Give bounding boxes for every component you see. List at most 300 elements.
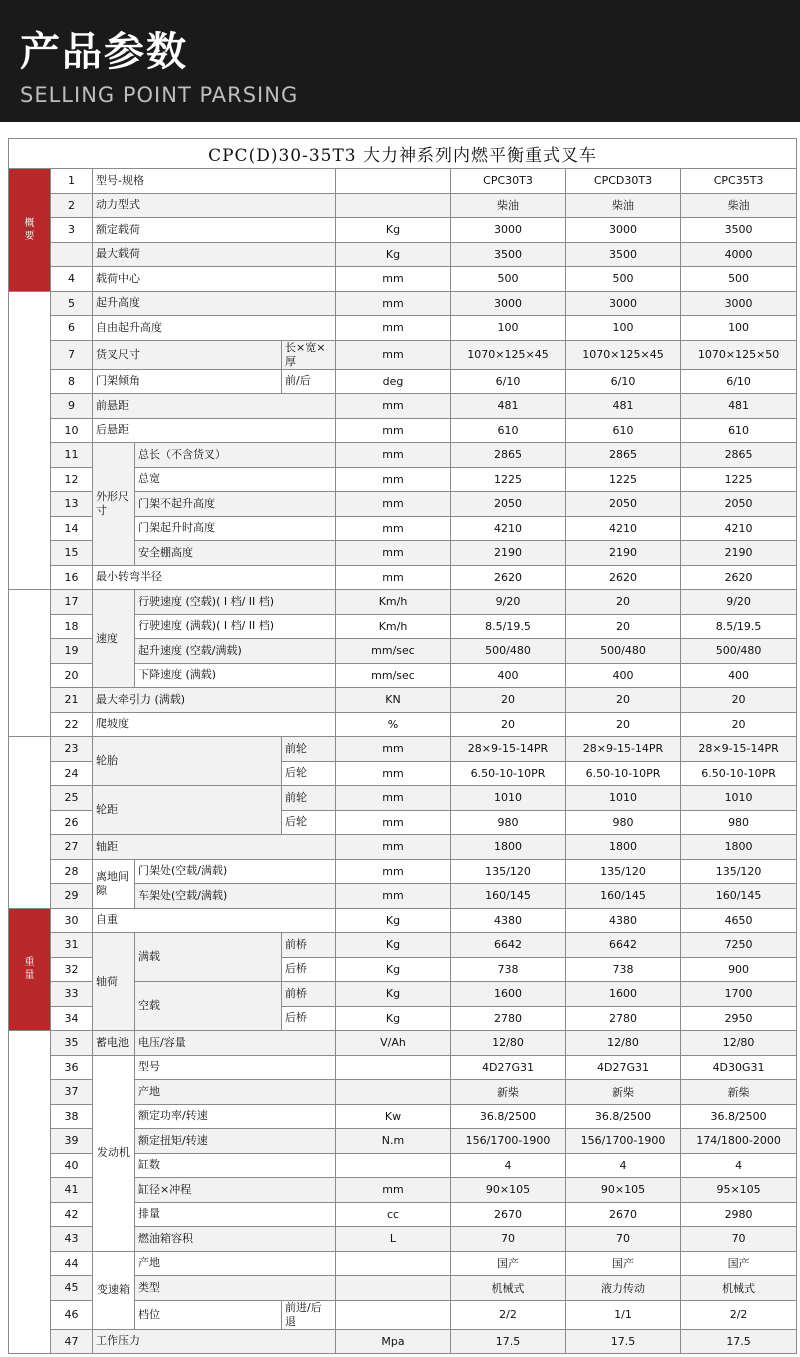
unit-cell: L (336, 1227, 451, 1252)
row-number: 23 (51, 737, 93, 762)
value-cell: 1070×125×45 (451, 340, 566, 369)
value-cell: CPC30T3 (451, 169, 566, 194)
row-number: 14 (51, 516, 93, 541)
row-number: 26 (51, 810, 93, 835)
value-cell: 500 (566, 267, 681, 292)
param-name: 门架不起升高度 (135, 492, 336, 517)
param-name: 爬坡度 (93, 712, 336, 737)
value-cell: 6642 (451, 933, 566, 958)
row-number: 46 (51, 1300, 93, 1329)
param-name: 总长（不含货叉） (135, 443, 336, 468)
value-cell: 12/80 (566, 1031, 681, 1056)
value-cell: 3000 (566, 218, 681, 243)
value-cell: 20 (566, 590, 681, 615)
unit-cell: mm/sec (336, 663, 451, 688)
param-name: 排量 (135, 1202, 336, 1227)
group-label: 蓄电池 (93, 1031, 135, 1056)
unit-cell (336, 1276, 451, 1301)
category-label: 动力与传动 (24, 1160, 35, 1224)
value-cell: 6/10 (681, 369, 797, 394)
unit-cell: mm (336, 737, 451, 762)
param-name: 载荷中心 (93, 267, 336, 292)
value-cell: 机械式 (451, 1276, 566, 1301)
value-cell: 液力传动 (566, 1276, 681, 1301)
row-number: 35 (51, 1031, 93, 1056)
param-name: 车架处(空载/满载) (135, 884, 336, 909)
param-name: 额定功率/转速 (135, 1104, 336, 1129)
value-cell: 160/145 (566, 884, 681, 909)
row-number: 32 (51, 957, 93, 982)
unit-cell: mm (336, 1178, 451, 1203)
unit-cell: Kg (336, 957, 451, 982)
value-cell: 20 (451, 688, 566, 713)
unit-cell: mm (336, 467, 451, 492)
spec-table (8, 138, 797, 1354)
param-name: 最大牵引力 (满载) (93, 688, 336, 713)
param-name: 燃油箱容积 (135, 1227, 336, 1252)
row-number: 17 (51, 590, 93, 615)
unit-cell: mm (336, 291, 451, 316)
value-cell: 1600 (451, 982, 566, 1007)
row-number: 22 (51, 712, 93, 737)
param-sub: 长×宽×厚 (282, 340, 336, 369)
value-cell: 4D27G31 (451, 1055, 566, 1080)
unit-cell (336, 1251, 451, 1276)
value-cell: 6.50-10-10PR (566, 761, 681, 786)
value-cell: 1070×125×45 (566, 340, 681, 369)
param-sub: 后轮 (282, 761, 336, 786)
row-number: 39 (51, 1129, 93, 1154)
value-cell: 20 (681, 688, 797, 713)
row-number: 2 (51, 193, 93, 218)
unit-cell: mm (336, 394, 451, 419)
value-cell: 4 (681, 1153, 797, 1178)
param-sub: 前桥 (282, 933, 336, 958)
unit-cell (336, 169, 451, 194)
row-number: 7 (51, 340, 93, 369)
value-cell: 500/480 (681, 639, 797, 664)
value-cell: 新柴 (681, 1080, 797, 1105)
param-name: 行驶速度 (满载)( I 档/ II 档) (135, 614, 336, 639)
table-row (9, 737, 797, 762)
table-row (9, 565, 797, 590)
row-number: 44 (51, 1251, 93, 1276)
value-cell: 2050 (451, 492, 566, 517)
table-row (9, 590, 797, 615)
value-cell: 9/20 (451, 590, 566, 615)
value-cell: 156/1700-1900 (451, 1129, 566, 1154)
param-name: 门架起升时高度 (135, 516, 336, 541)
param-sub: 前桥 (282, 982, 336, 1007)
group-label: 满载 (135, 933, 282, 982)
row-number: 3 (51, 218, 93, 243)
value-cell: 1225 (451, 467, 566, 492)
table-row (9, 340, 797, 369)
row-number: 33 (51, 982, 93, 1007)
param-name: 起升高度 (93, 291, 336, 316)
param-name: 起升速度 (空载/满载) (135, 639, 336, 664)
table-row (9, 193, 797, 218)
table-row (9, 369, 797, 394)
value-cell: 2780 (451, 1006, 566, 1031)
param-name: 货叉尺寸 (93, 340, 282, 369)
row-number: 40 (51, 1153, 93, 1178)
page-subtitle: SELLING POINT PARSING (20, 83, 299, 107)
value-cell: CPC35T3 (681, 169, 797, 194)
param-sub: 后桥 (282, 957, 336, 982)
row-number: 37 (51, 1080, 93, 1105)
value-cell: 20 (566, 688, 681, 713)
value-cell: 20 (566, 614, 681, 639)
param-name: 额定载荷 (93, 218, 336, 243)
value-cell: 90×105 (566, 1178, 681, 1203)
table-row (9, 242, 797, 267)
param-name: 缸径×冲程 (135, 1178, 336, 1203)
param-name: 行驶速度 (空载)( I 档/ II 档) (135, 590, 336, 615)
value-cell: 90×105 (451, 1178, 566, 1203)
category-cell (9, 737, 51, 909)
value-cell: 柴油 (451, 193, 566, 218)
unit-cell: Kg (336, 982, 451, 1007)
value-cell: 2190 (566, 541, 681, 566)
table-row (9, 835, 797, 860)
value-cell: 610 (681, 418, 797, 443)
row-number: 47 (51, 1329, 93, 1354)
value-cell: 400 (681, 663, 797, 688)
row-number: 42 (51, 1202, 93, 1227)
value-cell: 2950 (681, 1006, 797, 1031)
row-number: 21 (51, 688, 93, 713)
param-name: 类型 (135, 1276, 336, 1301)
param-name: 产地 (135, 1080, 336, 1105)
table-row (9, 291, 797, 316)
row-number: 5 (51, 291, 93, 316)
row-number: 38 (51, 1104, 93, 1129)
value-cell: 6.50-10-10PR (681, 761, 797, 786)
row-number: 24 (51, 761, 93, 786)
unit-cell: mm (336, 859, 451, 884)
unit-cell (336, 1055, 451, 1080)
row-number: 25 (51, 786, 93, 811)
param-name: 安全棚高度 (135, 541, 336, 566)
table-row (9, 786, 797, 811)
param-name: 前悬距 (93, 394, 336, 419)
unit-cell (336, 1300, 451, 1329)
value-cell: 1225 (681, 467, 797, 492)
value-cell: 4D30G31 (681, 1055, 797, 1080)
value-cell: 2190 (681, 541, 797, 566)
param-sub: 后桥 (282, 1006, 336, 1031)
value-cell: 2670 (451, 1202, 566, 1227)
unit-cell: Kg (336, 218, 451, 243)
unit-cell: mm (336, 835, 451, 860)
unit-cell: mm (336, 492, 451, 517)
param-name: 工作压力 (93, 1329, 336, 1354)
row-number: 34 (51, 1006, 93, 1031)
unit-cell: Kg (336, 908, 451, 933)
value-cell: 2050 (566, 492, 681, 517)
value-cell: 1600 (566, 982, 681, 1007)
value-cell: 36.8/2500 (566, 1104, 681, 1129)
unit-cell: mm (336, 340, 451, 369)
header-banner (0, 0, 800, 122)
group-label: 变速箱 (93, 1251, 135, 1329)
unit-cell: mm (336, 786, 451, 811)
param-name: 最小转弯半径 (93, 565, 336, 590)
value-cell: 6.50-10-10PR (451, 761, 566, 786)
value-cell: 3500 (566, 242, 681, 267)
param-name: 门架倾角 (93, 369, 282, 394)
unit-cell: mm (336, 443, 451, 468)
value-cell: 20 (566, 712, 681, 737)
row-number: 11 (51, 443, 93, 468)
table-row (9, 712, 797, 737)
value-cell: 新柴 (566, 1080, 681, 1105)
value-cell: 4380 (451, 908, 566, 933)
group-label: 轮距 (93, 786, 282, 835)
value-cell: 国产 (566, 1251, 681, 1276)
value-cell: 4380 (566, 908, 681, 933)
category-cell (9, 291, 51, 590)
value-cell: 4 (566, 1153, 681, 1178)
category-cell (9, 169, 51, 292)
value-cell: 610 (566, 418, 681, 443)
value-cell: 160/145 (451, 884, 566, 909)
param-name: 下降速度 (满载) (135, 663, 336, 688)
value-cell: 4 (451, 1153, 566, 1178)
value-cell: 36.8/2500 (451, 1104, 566, 1129)
param-name: 型号-规格 (93, 169, 336, 194)
value-cell: 70 (681, 1227, 797, 1252)
unit-cell: mm (336, 516, 451, 541)
table-row (9, 316, 797, 341)
row-number: 10 (51, 418, 93, 443)
unit-cell: % (336, 712, 451, 737)
value-cell: 481 (681, 394, 797, 419)
param-name: 动力型式 (93, 193, 336, 218)
value-cell: 12/80 (451, 1031, 566, 1056)
value-cell: 4650 (681, 908, 797, 933)
row-number: 16 (51, 565, 93, 590)
value-cell: 2190 (451, 541, 566, 566)
value-cell: 3500 (681, 218, 797, 243)
value-cell: 1/1 (566, 1300, 681, 1329)
value-cell: 70 (451, 1227, 566, 1252)
table-row (9, 859, 797, 884)
value-cell: 柴油 (566, 193, 681, 218)
row-number: 28 (51, 859, 93, 884)
value-cell: 900 (681, 957, 797, 982)
unit-cell: mm (336, 884, 451, 909)
unit-cell: Km/h (336, 614, 451, 639)
table-row (9, 1031, 797, 1056)
row-number: 45 (51, 1276, 93, 1301)
category-cell (9, 590, 51, 737)
value-cell: 174/1800-2000 (681, 1129, 797, 1154)
table-row (9, 908, 797, 933)
value-cell: 2670 (566, 1202, 681, 1227)
row-number: 1 (51, 169, 93, 194)
value-cell: 9/20 (681, 590, 797, 615)
value-cell: 481 (451, 394, 566, 419)
category-cell (9, 908, 51, 1031)
value-cell: 17.5 (566, 1329, 681, 1354)
value-cell: 100 (566, 316, 681, 341)
unit-cell: mm (336, 565, 451, 590)
value-cell: 500/480 (451, 639, 566, 664)
unit-cell: Km/h (336, 590, 451, 615)
value-cell: 500 (451, 267, 566, 292)
value-cell: 400 (451, 663, 566, 688)
value-cell: 28×9-15-14PR (681, 737, 797, 762)
value-cell: 2/2 (451, 1300, 566, 1329)
table-title: CPC(D)30-35T3 大力神系列内燃平衡重式叉车 (9, 139, 797, 169)
unit-cell: mm/sec (336, 639, 451, 664)
unit-cell: deg (336, 369, 451, 394)
value-cell: 2620 (451, 565, 566, 590)
table-row (9, 1055, 797, 1080)
value-cell: 2/2 (681, 1300, 797, 1329)
value-cell: 17.5 (681, 1329, 797, 1354)
unit-cell: cc (336, 1202, 451, 1227)
unit-cell (336, 1153, 451, 1178)
table-row (9, 169, 797, 194)
value-cell: 3000 (566, 291, 681, 316)
param-sub: 前/后 (282, 369, 336, 394)
value-cell: 3000 (681, 291, 797, 316)
value-cell: 4000 (681, 242, 797, 267)
unit-cell: Kg (336, 933, 451, 958)
value-cell: 1800 (566, 835, 681, 860)
group-label: 速度 (93, 590, 135, 688)
param-name: 总宽 (135, 467, 336, 492)
row-number: 29 (51, 884, 93, 909)
group-label: 空载 (135, 982, 282, 1031)
row-number: 12 (51, 467, 93, 492)
unit-cell: mm (336, 541, 451, 566)
value-cell: 610 (451, 418, 566, 443)
value-cell: 柴油 (681, 193, 797, 218)
value-cell: 20 (681, 712, 797, 737)
category-label: 性能 (24, 651, 35, 675)
table-row (9, 394, 797, 419)
param-name: 电压/容量 (135, 1031, 336, 1056)
value-cell: 4210 (681, 516, 797, 541)
group-label: 外形尺寸 (93, 443, 135, 566)
param-sub: 前进/后退 (282, 1300, 336, 1329)
value-cell: 1800 (681, 835, 797, 860)
unit-cell: mm (336, 316, 451, 341)
value-cell: 135/120 (451, 859, 566, 884)
value-cell: 机械式 (681, 1276, 797, 1301)
value-cell: 2865 (681, 443, 797, 468)
group-label: 轮胎 (93, 737, 282, 786)
param-name: 自重 (93, 908, 336, 933)
category-label: 底盘 (24, 810, 35, 835)
param-sub: 前轮 (282, 737, 336, 762)
table-row (9, 1329, 797, 1354)
param-name: 最大载荷 (93, 242, 336, 267)
value-cell: 1010 (451, 786, 566, 811)
value-cell: 70 (566, 1227, 681, 1252)
value-cell: 2980 (681, 1202, 797, 1227)
value-cell: 980 (566, 810, 681, 835)
value-cell: 980 (681, 810, 797, 835)
value-cell: 95×105 (681, 1178, 797, 1203)
value-cell: 2050 (681, 492, 797, 517)
value-cell: 4D27G31 (566, 1055, 681, 1080)
param-name: 自由起升高度 (93, 316, 336, 341)
value-cell: 1700 (681, 982, 797, 1007)
table-row (9, 418, 797, 443)
unit-cell: Kw (336, 1104, 451, 1129)
unit-cell: KN (336, 688, 451, 713)
value-cell: 135/120 (566, 859, 681, 884)
unit-cell: Kg (336, 242, 451, 267)
value-cell: 400 (566, 663, 681, 688)
value-cell: 2865 (566, 443, 681, 468)
value-cell: 500/480 (566, 639, 681, 664)
unit-cell: mm (336, 267, 451, 292)
value-cell: 2620 (566, 565, 681, 590)
value-cell: 738 (451, 957, 566, 982)
row-number: 18 (51, 614, 93, 639)
row-number: 4 (51, 267, 93, 292)
table-row (9, 218, 797, 243)
value-cell: 4210 (451, 516, 566, 541)
param-name: 缸数 (135, 1153, 336, 1178)
value-cell: 国产 (451, 1251, 566, 1276)
value-cell: 国产 (681, 1251, 797, 1276)
value-cell: 100 (681, 316, 797, 341)
param-name: 产地 (135, 1251, 336, 1276)
table-row (9, 443, 797, 468)
unit-cell: N.m (336, 1129, 451, 1154)
group-label: 轴荷 (93, 933, 135, 1031)
value-cell: 8.5/19.5 (681, 614, 797, 639)
param-name: 门架处(空载/满载) (135, 859, 336, 884)
value-cell: 1800 (451, 835, 566, 860)
value-cell: 28×9-15-14PR (566, 737, 681, 762)
value-cell: 28×9-15-14PR (451, 737, 566, 762)
row-number: 19 (51, 639, 93, 664)
value-cell: 36.8/2500 (681, 1104, 797, 1129)
value-cell: 20 (451, 712, 566, 737)
page-title: 产品参数 (20, 29, 188, 75)
value-cell: 1225 (566, 467, 681, 492)
value-cell: 3500 (451, 242, 566, 267)
row-number: 31 (51, 933, 93, 958)
row-number: 9 (51, 394, 93, 419)
value-cell: 2780 (566, 1006, 681, 1031)
value-cell: 100 (451, 316, 566, 341)
category-label: 尺寸 (24, 428, 35, 453)
table-row (9, 267, 797, 292)
param-sub: 后轮 (282, 810, 336, 835)
row-number: 43 (51, 1227, 93, 1252)
group-label: 发动机 (93, 1055, 135, 1251)
row-number: 8 (51, 369, 93, 394)
param-name: 后悬距 (93, 418, 336, 443)
param-name: 档位 (135, 1300, 282, 1329)
param-name: 型号 (135, 1055, 336, 1080)
value-cell: 2865 (451, 443, 566, 468)
table-row (9, 688, 797, 713)
value-cell: 738 (566, 957, 681, 982)
value-cell: 新柴 (451, 1080, 566, 1105)
value-cell: 481 (566, 394, 681, 419)
value-cell: 8.5/19.5 (451, 614, 566, 639)
